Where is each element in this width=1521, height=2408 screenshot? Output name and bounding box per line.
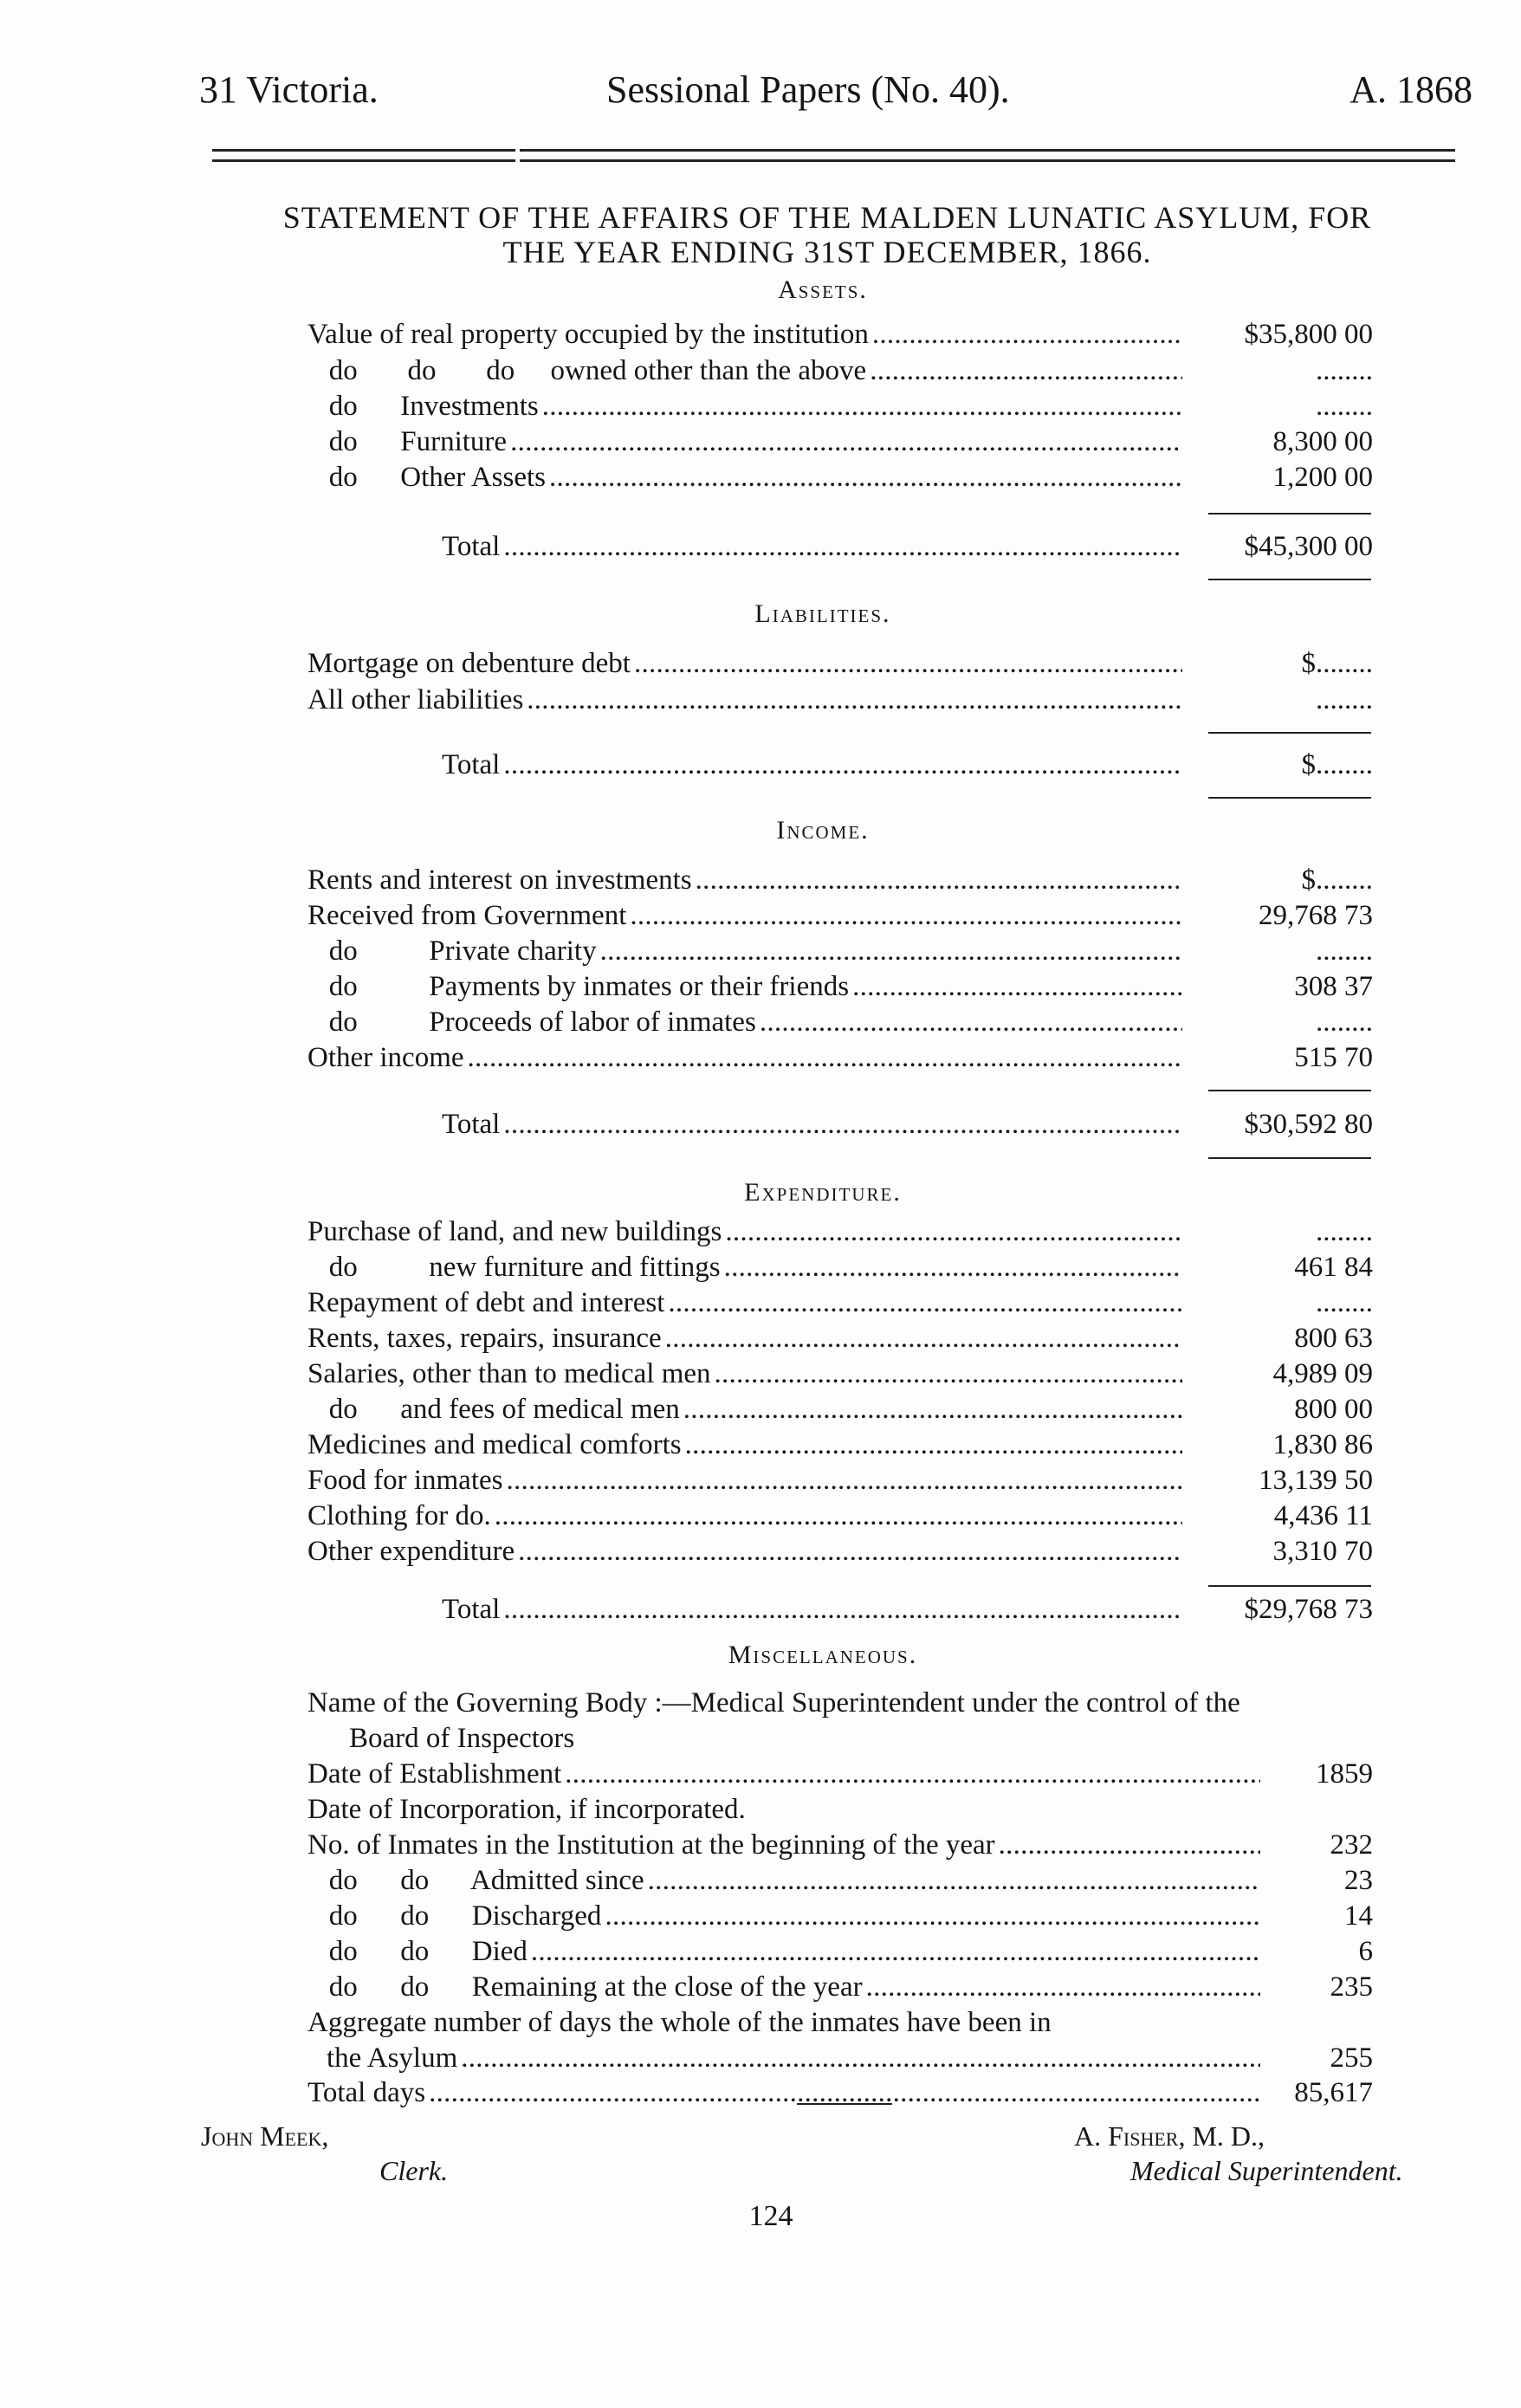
income-row: do Payments by inmates or their friends . . . 308 37 <box>307 971 1373 1007</box>
expenditure-row: Other expenditure . . . 3,310 70 <box>307 1536 1373 1572</box>
statement-title-line2: THE YEAR ENDING 31ST DECEMBER, 1866. <box>502 235 1152 269</box>
expenditure-row: Salaries, other than to medical men . . . 4,989 09 <box>307 1358 1373 1395</box>
income-row: Rents and interest on investments . . . $........ <box>307 864 1373 901</box>
expenditure-row: Purchase of land, and new buildings . . . ........ <box>307 1216 1373 1253</box>
misc-row: do do Died . . . 6 <box>307 1936 1373 1972</box>
header-session: 31 Victoria. <box>199 68 379 111</box>
governing-body-continued: Board of Inspectors <box>349 1723 575 1754</box>
assets-total-rule <box>1208 513 1371 515</box>
superintendent-title: Medical Superintendent. <box>1130 2155 1403 2186</box>
assets-heading: Assets. <box>778 275 868 304</box>
section-end-rule <box>797 2103 892 2105</box>
misc-row: Date of Establishment . . . 1859 <box>307 1758 1373 1795</box>
liabilities-total-underline <box>1208 797 1371 799</box>
misc-row: do do Discharged . . . 14 <box>307 1900 1373 1937</box>
header-paper-title: Sessional Papers (No. 40). <box>606 68 1010 111</box>
assets-row: do Other Assets . . . 1,200 00 <box>307 462 1373 498</box>
expenditure-heading: Expenditure. <box>744 1178 902 1207</box>
liabilities-row: All other liabilities . . . ........ <box>307 684 1373 721</box>
liabilities-total-rule <box>1208 732 1371 734</box>
expenditure-row: Repayment of debt and interest . . . ........ <box>307 1287 1373 1324</box>
header-rule-left <box>212 149 515 162</box>
expenditure-row: Clothing for do. . . . 4,436 11 <box>307 1500 1373 1537</box>
income-total-rule <box>1208 1090 1371 1091</box>
income-total-row: Total . . . $30,592 80 <box>307 1109 1373 1145</box>
expenditure-row: Rents, taxes, repairs, insurance . . . 800 63 <box>307 1323 1373 1359</box>
clerk-title: Clerk. <box>379 2155 449 2186</box>
liabilities-total-row: Total . . . $........ <box>307 749 1373 786</box>
total-days-row: Total days . . . 85,617 <box>307 2077 1373 2113</box>
assets-row: Value of real property occupied by the institution . . . $35,800 00 <box>307 319 1373 355</box>
expenditure-row: Medicines and medical comforts . . . 1,830 86 <box>307 1429 1373 1466</box>
superintendent-name: A. Fisher, M. D., <box>1074 2120 1265 2152</box>
assets-total-underline <box>1208 579 1371 580</box>
income-row: do Private charity . . . ........ <box>307 935 1373 972</box>
assets-row: do do do owned other than the above . . . ........ <box>307 355 1373 392</box>
assets-row: do Furniture . . . 8,300 00 <box>307 426 1373 463</box>
expenditure-total-row: Total . . . $29,768 73 <box>307 1594 1373 1630</box>
clerk-name: John Meek, <box>201 2120 329 2152</box>
income-row: Other income . . . 515 70 <box>307 1042 1373 1078</box>
aggregate-days-row: the Asylum . . . 255 <box>307 2042 1373 2079</box>
aggregate-days-line: Aggregate number of days the whole of the inmates have been in <box>307 2007 1052 2038</box>
governing-body-line: Name of the Governing Body :—Medical Superintendent under the control of the <box>307 1687 1240 1719</box>
assets-row: do Investments . . . ........ <box>307 391 1373 427</box>
misc-row: No. of Inmates in the Institution at the beginning of the year . . . 232 <box>307 1829 1373 1866</box>
income-row: Received from Government . . . 29,768 73 <box>307 900 1373 936</box>
misc-row: do do Admitted since . . . 23 <box>307 1865 1373 1901</box>
misc-heading: Miscellaneous. <box>728 1641 918 1669</box>
income-heading: Income. <box>776 816 870 845</box>
page-header <box>199 68 1472 128</box>
expenditure-row: do and fees of medical men . . . 800 00 <box>307 1394 1373 1430</box>
expenditure-total-rule <box>1208 1585 1371 1587</box>
header-rule-right <box>520 149 1455 162</box>
misc-row: Date of Incorporation, if incorporated. <box>307 1794 746 1825</box>
income-row: do Proceeds of labor of inmates . . . ........ <box>307 1007 1373 1043</box>
page-number: 124 <box>748 2200 793 2232</box>
liabilities-heading: Liabilities. <box>754 599 891 628</box>
income-total-underline <box>1208 1157 1371 1159</box>
liabilities-row: Mortgage on debenture debt . . . $........ <box>307 648 1373 684</box>
statement-title-line1: STATEMENT OF THE AFFAIRS OF THE MALDEN LUNATIC ASYLUM, FOR <box>282 200 1372 235</box>
expenditure-row: Food for inmates . . . 13,139 50 <box>307 1465 1373 1501</box>
expenditure-row: do new furniture and fittings . . . 461 84 <box>307 1252 1373 1288</box>
misc-row: do do Remaining at the close of the year . . . 235 <box>307 1971 1373 2008</box>
assets-total-row: Total . . . $45,300 00 <box>307 531 1373 567</box>
header-year: A. 1868 <box>1349 68 1472 111</box>
